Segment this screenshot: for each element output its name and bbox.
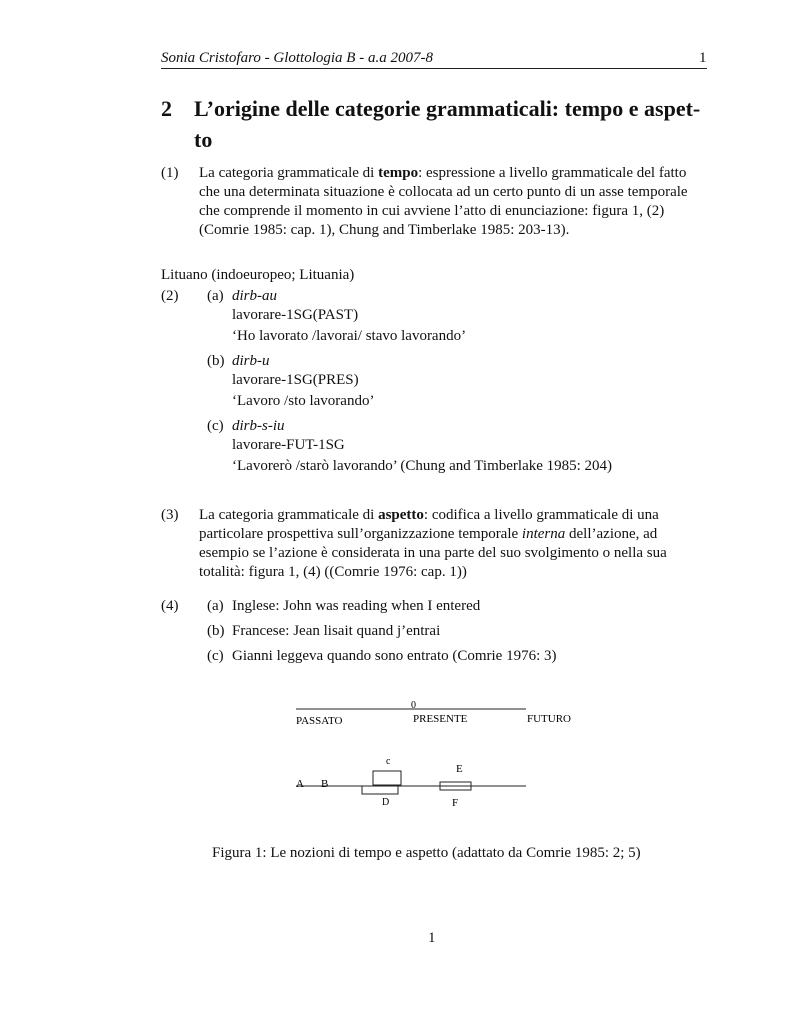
example-3-text: dell’azione, ad (565, 526, 658, 542)
example-4c-text: Gianni leggeva quando sono entrato (Comrie 1976: 3) (232, 648, 557, 664)
figure-tense-aspect-diagram (290, 698, 590, 818)
example-2c-label: (c) (207, 418, 224, 434)
label-d: D (382, 797, 390, 808)
example-3-line2 (199, 526, 657, 543)
example-3-text: La categoria grammaticale di (199, 507, 379, 523)
example-4c-label: (c) (207, 648, 224, 664)
label-e: E (456, 763, 463, 775)
example-3-text: : codifica a livello grammaticale di una (423, 507, 659, 523)
box-d (362, 786, 398, 794)
example-2c-translation: ‘Lavorerò /starò lavorando’ (Chung and Timberlake 1985: 204) (232, 458, 613, 474)
example-2a-form: dirb-au (232, 288, 277, 304)
example-1-text: : espressione a livello grammaticale del fatto (418, 165, 687, 181)
term-interna: interna (521, 526, 566, 542)
example-3-label: (3) (161, 507, 179, 523)
label-zero: 0 (411, 700, 416, 711)
language-heading: Lituano (indoeuropeo; Lituania) (161, 267, 355, 283)
example-2b-form: dirb-u (232, 353, 270, 369)
label-c: c (386, 756, 391, 767)
label-a: A (296, 778, 304, 790)
example-3-line4: totalità: figura 1, (4) ((Comrie 1976: cap. 1)) (199, 564, 467, 580)
example-1-line4: (Comrie 1985: cap. 1), Chung and Timberlake 1985: 203-13). (199, 222, 570, 238)
example-3-line1 (199, 507, 659, 524)
label-futuro: FUTURO (527, 713, 572, 725)
section-number: 2 (161, 96, 172, 121)
example-1-line2: che una determinata situazione è collocata ad un certo punto di un asse temporale (199, 184, 688, 200)
example-4b-label: (b) (207, 623, 225, 639)
example-4a-label: (a) (207, 598, 224, 614)
section-title-line1: L’origine delle categorie grammaticali: tempo e aspet- (194, 96, 701, 121)
example-2c-gloss: lavorare-FUT-1SG (232, 437, 345, 453)
label-b: B (321, 778, 329, 790)
example-2a-label: (a) (207, 288, 224, 304)
section-title-line2: to (194, 127, 213, 152)
example-1-label: (1) (161, 165, 179, 181)
label-f: F (452, 797, 459, 809)
example-1-line1 (199, 165, 686, 182)
figure-caption: Figura 1: Le nozioni di tempo e aspetto (adattato da Comrie 1985: 2; 5) (212, 845, 641, 861)
running-header-page: 1 (699, 50, 707, 66)
label-passato: PASSATO (296, 715, 343, 727)
header-rule (161, 68, 707, 69)
example-2b-translation: ‘Lavoro /sto lavorando’ (232, 393, 375, 409)
example-2b-gloss: lavorare-1SG(PRES) (232, 372, 359, 388)
example-4b-text: Francese: Jean lisait quand j’entrai (232, 623, 441, 639)
example-3-line3: esempio se l’azione è considerata in una parte del suo svolgimento o nella sua (199, 545, 667, 561)
example-1-text: La categoria grammaticale di (199, 165, 379, 181)
example-2c-form: dirb-s-iu (232, 418, 285, 434)
example-2b-label: (b) (207, 353, 225, 369)
page-number: 1 (428, 930, 436, 946)
label-presente: PRESENTE (413, 713, 468, 725)
example-3-text: particolare prospettiva sull’organizzazione temporale (199, 526, 522, 542)
example-2-label: (2) (161, 288, 179, 304)
example-4a-text: Inglese: John was reading when I entered (232, 598, 481, 614)
term-aspetto: aspetto (378, 507, 424, 523)
box-c (373, 771, 401, 785)
example-2a-gloss: lavorare-1SG(PAST) (232, 307, 359, 323)
running-header-title: Sonia Cristofaro - Glottologia B - a.a 2007-8 (161, 50, 433, 66)
example-2a-translation: ‘Ho lavorato /lavorai/ stavo lavorando’ (232, 328, 467, 344)
example-1-line3: che comprende il momento in cui avviene l’atto di enunciazione: figura 1, (2) (199, 203, 665, 219)
example-4-label: (4) (161, 598, 179, 614)
term-tempo: tempo (378, 165, 419, 181)
